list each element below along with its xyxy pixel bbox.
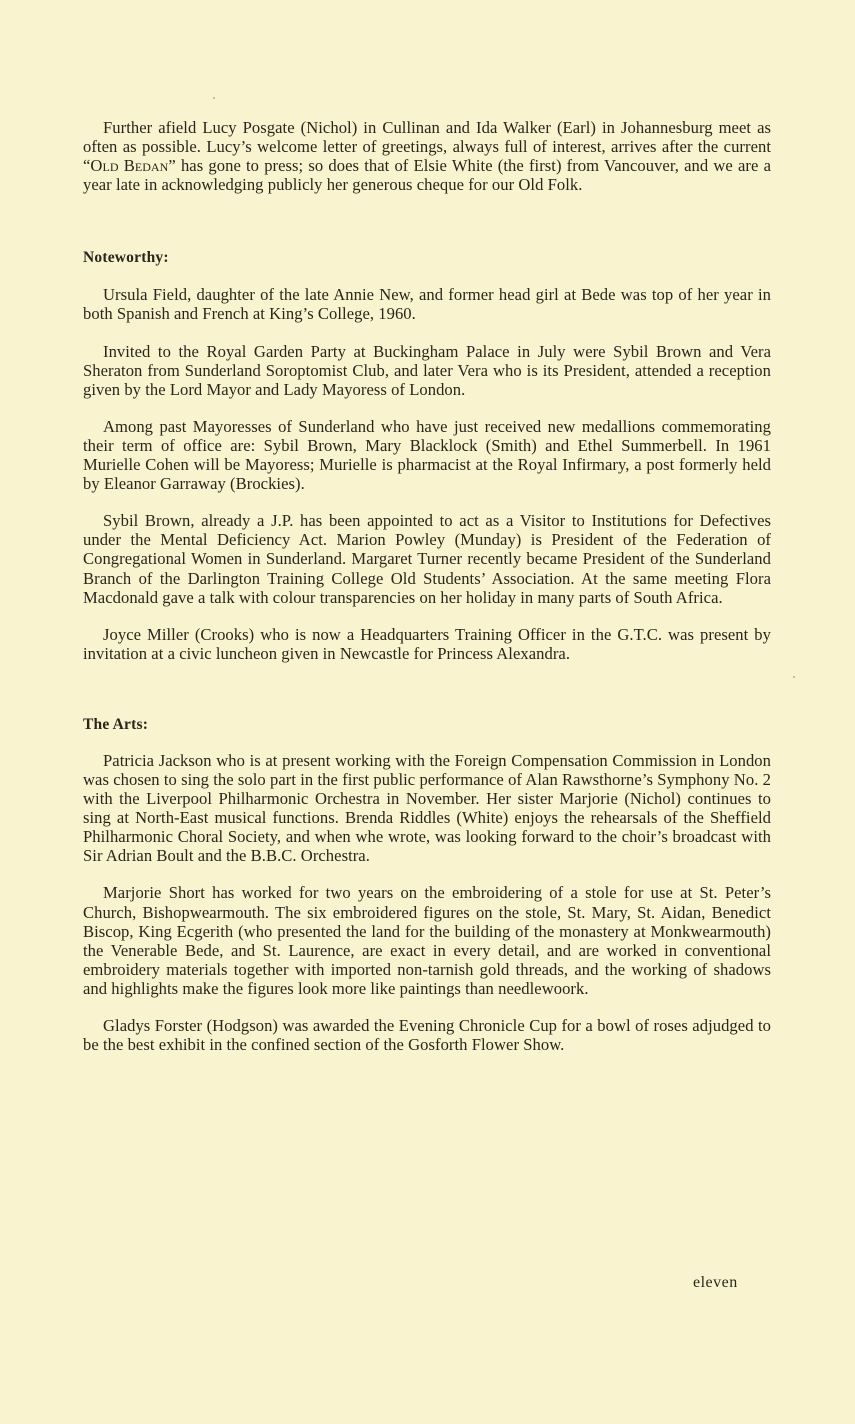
noteworthy-paragraph-5: Joyce Miller (Crooks) who is now a Headquarters Training Officer in the G.T.C. was present by invitation at a civic luncheon given in Newcastle for Princess Alexandra. [83, 624, 771, 663]
paper-speck [793, 676, 795, 678]
arts-paragraph-2: Marjorie Short has worked for two years on the embroidering of a stole for use at St. Peter’s Church, Bishopwearmouth. The six embroidered figures on the stole, St. Mary, St. Aidan, Benedict Biscop, King Ecgerith (who presented the land for the building of the monastery at Monkwearmouth) the Venerable Bede, and St. Laurence, are exact in every detail, and are worked in conventional embroidery materials together with imported non-tarnish gold threads, and the working of shadows and highlights make the figures look more like paintings than needlewoork. [83, 883, 771, 998]
section-heading-noteworthy: Noteworthy: [83, 249, 169, 267]
paper-speck [213, 97, 215, 99]
noteworthy-paragraph-3: Among past Mayoresses of Sunderland who have just received new medallions commemorating their term of office are: Sybil Brown, Mary Blacklock (Smith) and Ethel Summerbell. In 1961 Murielle Cohen will be Mayoress; Murielle is pharmacist at the Royal Infirmary, a post formerly held by Eleanor Garraway (Brockies). [83, 416, 771, 494]
noteworthy-paragraph-2: Invited to the Royal Garden Party at Buckingham Palace in July were Sybil Brown and Vera Sheraton from Sunderland Soroptomist Club, and later Vera who is its President, attended a reception given by the Lord Mayor and Lady Mayoress of London. [83, 341, 771, 399]
arts-paragraph-1: Patricia Jackson who is at present working with the Foreign Compensation Commission in London was chosen to sing the solo part in the first public performance of Alan Rawsthorne’s Symphony No. 2 with the Liverpool Philharmonic Orchestra in November. Her sister Marjorie (Nichol) continues to sing at North-East musical functions. Brenda Riddles (White) enjoys the rehearsals of the Sheffield Philharmonic Choral Society, and when whe wrote, was looking forward to the choir’s broadcast with Sir Adrian Boult and the B.B.C. Orchestra. [83, 750, 771, 866]
page-number: eleven [693, 1274, 738, 1291]
section-heading-arts: The Arts: [83, 715, 149, 733]
noteworthy-paragraph-1: Ursula Field, daughter of the late Annie New, and former head girl at Bede was top of her year in both Spanish and French at King’s College, 1960. [83, 285, 771, 324]
journal-name: Old Bedan [90, 156, 169, 176]
noteworthy-paragraph-4: Sybil Brown, already a J.P. has been appointed to act as a Visitor to Institutions for Defectives under the Mental Deficiency Act. Marion Powley (Munday) is President of the Federation of Congregational Women in Sunderland. Margaret Turner recently became President of the Sunderland Branch of the Darlington Training College Old Students’ Association. At the same meeting Flora Macdonald gave a talk with colour transparencies on her holiday in many parts of South Africa. [83, 511, 771, 607]
intro-text-before: Further afield Lucy Posgate (Nichol) in Cullinan and Ida Walker (Earl) in Johannesburg meet as often as possible. Lucy’s welcome letter of greetings, always full of interest, arrives after the current “ [83, 118, 771, 176]
intro-text-after: ” has gone to press; so does that of Elsie White (the first) from Vancouver, and we are a year late in acknowledging publicly her generous cheque for our Old Folk. [83, 156, 771, 195]
intro-paragraph [83, 118, 771, 194]
document-page [83, 118, 771, 1054]
arts-paragraph-3: Gladys Forster (Hodgson) was awarded the Evening Chronicle Cup for a bowl of roses adjudged to be the best exhibit in the confined section of the Gosforth Flower Show. [83, 1016, 771, 1055]
